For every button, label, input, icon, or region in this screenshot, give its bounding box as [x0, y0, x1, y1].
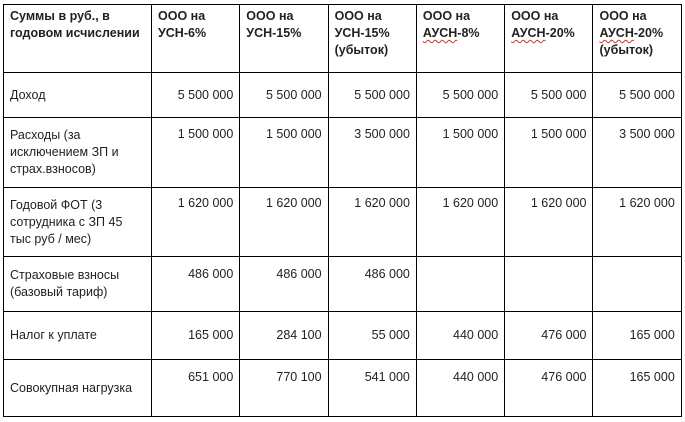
table-cell: 651 000 [152, 360, 240, 417]
header-usn15: ООО на УСН-15% [240, 5, 328, 73]
table-row [4, 312, 682, 360]
row-label: Доход [4, 73, 152, 118]
header-label: Суммы в руб., в годовом исчислении [4, 5, 152, 73]
row-label: Совокупная нагрузка [4, 360, 152, 417]
table-cell: 440 000 [416, 360, 504, 417]
table-cell: 1 620 000 [152, 188, 240, 257]
table-cell: 284 100 [240, 312, 328, 360]
table-cell: 165 000 [593, 360, 681, 417]
table-cell: 1 500 000 [240, 118, 328, 188]
table-cell: 440 000 [416, 312, 504, 360]
table-cell: 1 500 000 [152, 118, 240, 188]
row-label: Налог к уплате [4, 312, 152, 360]
table-cell: 165 000 [152, 312, 240, 360]
table-cell: 55 000 [328, 312, 416, 360]
table-row [4, 257, 682, 312]
table-cell: 486 000 [152, 257, 240, 312]
table-row [4, 73, 682, 118]
table-cell: 165 000 [593, 312, 681, 360]
row-label: Расходы (за исключением ЗП и страх.взносов) [4, 118, 152, 188]
table-cell: 5 500 000 [152, 73, 240, 118]
table-cell [505, 257, 593, 312]
table-row [4, 360, 682, 417]
table-cell: 1 620 000 [328, 188, 416, 257]
table-cell: 486 000 [240, 257, 328, 312]
table-cell: 3 500 000 [328, 118, 416, 188]
table-cell: 1 620 000 [240, 188, 328, 257]
header-ausn20-loss: ООО на АУСН-20% (убыток) [593, 5, 681, 73]
table-cell: 770 100 [240, 360, 328, 417]
table-cell: 541 000 [328, 360, 416, 417]
table-cell: 1 620 000 [505, 188, 593, 257]
table-cell: 5 500 000 [240, 73, 328, 118]
table-cell: 3 500 000 [593, 118, 681, 188]
table-cell: 476 000 [505, 360, 593, 417]
table-cell [593, 257, 681, 312]
table-cell: 1 500 000 [416, 118, 504, 188]
header-ausn20: ООО на АУСН-20% [505, 5, 593, 73]
row-label: Страховые взносы (базовый тариф) [4, 257, 152, 312]
table-cell: 5 500 000 [593, 73, 681, 118]
header-ausn8: ООО на АУСН-8% [416, 5, 504, 73]
table-cell: 5 500 000 [416, 73, 504, 118]
table-cell: 486 000 [328, 257, 416, 312]
table-cell: 1 620 000 [593, 188, 681, 257]
header-usn15-loss: ООО на УСН-15% (убыток) [328, 5, 416, 73]
table-cell: 5 500 000 [505, 73, 593, 118]
tax-comparison-table [3, 4, 682, 417]
table-cell: 1 500 000 [505, 118, 593, 188]
header-usn6: ООО на УСН-6% [152, 5, 240, 73]
table-row [4, 118, 682, 188]
table-cell [416, 257, 504, 312]
table-row [4, 188, 682, 257]
header-row [4, 5, 682, 73]
table-cell: 5 500 000 [328, 73, 416, 118]
row-label: Годовой ФОТ (3 сотрудника с ЗП 45 тыс руб / мес) [4, 188, 152, 257]
table-cell: 1 620 000 [416, 188, 504, 257]
table-cell: 476 000 [505, 312, 593, 360]
